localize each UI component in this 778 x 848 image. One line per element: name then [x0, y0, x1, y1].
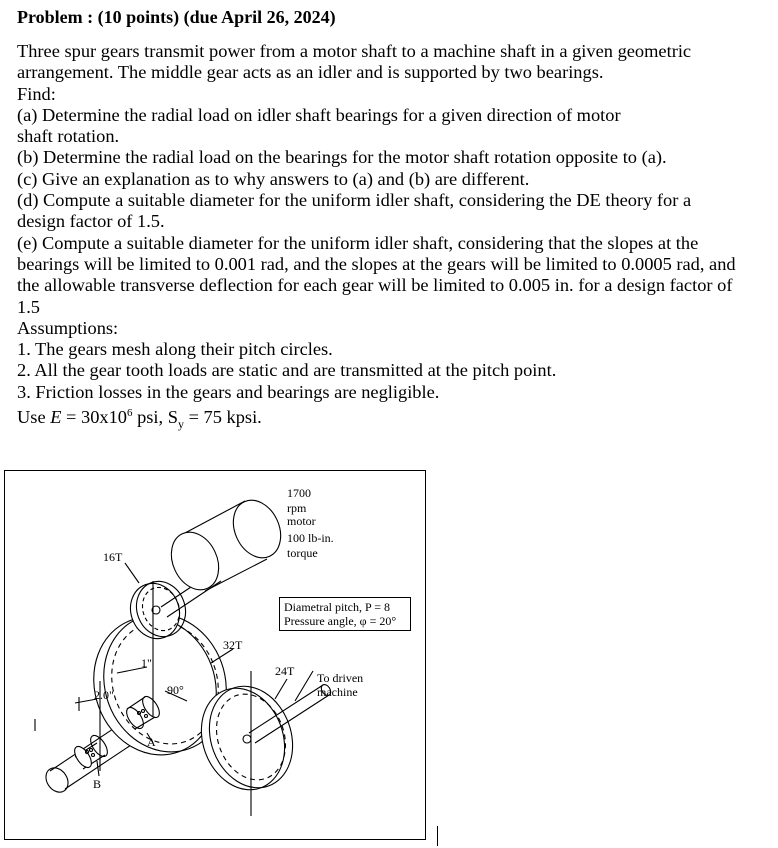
- intro-line: arrangement. The middle gear acts as an idler and is supported by two bearings.: [17, 62, 604, 83]
- torque-value: 100 lb-in.: [287, 531, 334, 545]
- bearing-b: [71, 733, 110, 771]
- gear-train-drawing: [5, 471, 427, 841]
- diametral-pitch-label: Diametral pitch, P = 8: [284, 600, 390, 614]
- motor-rpm-value: 1700: [287, 486, 311, 500]
- gear-spec-box: [279, 597, 411, 631]
- gear-train-figure: [4, 470, 426, 840]
- material-properties-line: Use $E = 30x10^6$ psi, $S_y = 75$ kpsi.: [17, 407, 262, 431]
- torque-label: torque: [287, 546, 318, 560]
- angle-90-label: 90°: [167, 683, 184, 697]
- assumption-line: 2. All the gear tooth loads are static and are transmitted at the pitch point.: [17, 360, 557, 381]
- item-b-line: (b) Determine the radial load on the bearings for the motor shaft rotation opposite to (a).: [17, 147, 667, 168]
- item-e-line: bearings will be limited to 0.001 rad, and the slopes at the gears will be limited to 0.0005 rad, and: [17, 253, 736, 274]
- assumption-line: 3. Friction losses in the gears and bearings are negligible.: [17, 381, 440, 402]
- find-label: Find:: [17, 83, 56, 104]
- rpm-unit-label: rpm: [287, 501, 307, 515]
- item-e-line: 1.5: [17, 296, 40, 317]
- assumptions-label: Assumptions:: [17, 317, 119, 338]
- item-e-line: the allowable transverse deflection for each gear will be limited to 0.005 in. for a design factor of: [17, 275, 733, 296]
- text-cursor: [437, 826, 438, 846]
- pinion-teeth-label: 16T: [103, 550, 123, 564]
- idler-teeth-label: 32T: [223, 638, 243, 652]
- item-a-line: shaft rotation.: [17, 126, 120, 147]
- assumption-line: 1. The gears mesh along their pitch circles.: [17, 339, 333, 360]
- item-c-line: (c) Give an explanation as to why answers to (a) and (b) are different.: [17, 168, 530, 189]
- dimension-2-inch: 2.0": [94, 688, 114, 702]
- modulus-symbol: E: [50, 407, 62, 428]
- dimension-1-inch: 1": [141, 656, 152, 670]
- problem-title: Problem : (10 points) (due April 26, 2024): [17, 7, 336, 27]
- motor-label: motor: [287, 514, 316, 528]
- driven-machine-label-1: To driven: [317, 671, 364, 685]
- driven-teeth-label: 24T: [275, 664, 295, 678]
- problem-body: [17, 41, 777, 435]
- item-a-line: (a) Determine the radial load on idler shaft bearings for a given direction of motor: [17, 104, 621, 125]
- bearing-a-label: A: [147, 735, 156, 749]
- item-e-line: (e) Compute a suitable diameter for the uniform idler shaft, considering that the slopes at the: [17, 232, 699, 253]
- pressure-angle-label: Pressure angle, φ = 20°: [284, 614, 397, 628]
- bearing-b-label: B: [93, 777, 102, 791]
- driven-machine-label-2: machine: [317, 685, 358, 699]
- intro-line: Three spur gears transmit power from a motor shaft to a machine shaft in a given geometric: [17, 41, 692, 61]
- motor-body: [162, 493, 289, 598]
- item-d-line: (d) Compute a suitable diameter for the uniform idler shaft, considering the DE theory for a: [17, 190, 692, 211]
- item-d-line: design factor of 1.5.: [17, 211, 165, 232]
